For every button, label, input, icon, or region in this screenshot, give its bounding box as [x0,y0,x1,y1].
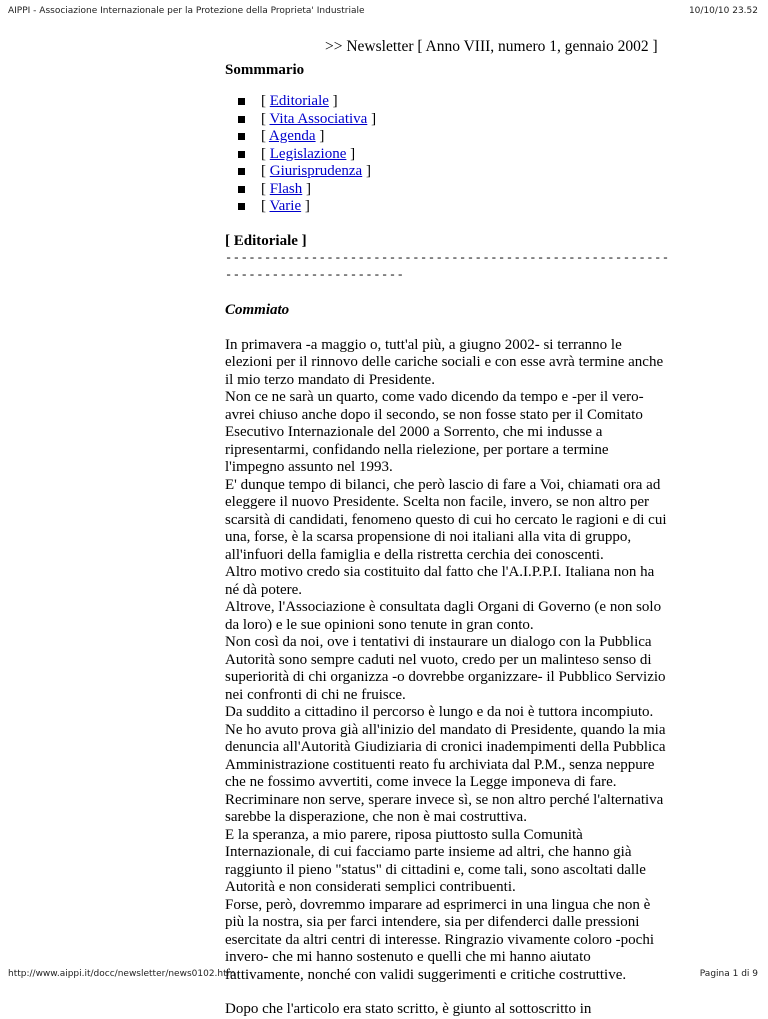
separator-line: -------------------------------------------------------------------------------- [225,251,670,282]
toc-link-varie[interactable]: Varie [269,198,302,214]
square-bullet-icon [238,203,245,210]
article-continuation: Dopo che l'articolo era stato scritto, è giunto al sottoscritto in [225,1001,592,1017]
print-footer-page-number: Pagina 1 di 9 [699,969,758,979]
print-footer-url: http://www.aippi.it/docc/newsletter/news0102.htm [8,969,236,979]
print-header-title: AIPPI - Associazione Internazionale per la Protezione della Proprieta' Industriale [8,6,365,16]
toc-item: [ Varie ] [237,198,670,216]
newsletter-issue-line: >> Newsletter [ Anno VIII, numero 1, gennaio 2002 ] [325,38,658,55]
article-paragraph: Non ce ne sarà un quarto, come vado dicendo da tempo e -per il vero- avrei chiuso anche dopo il secondo, se non fosse stato per il Comitato Esecutivo Internazionale del 2000 a Sorrento, che mi indusse a ripresentarmi, confidando nella rielezione, per portare a termine l'impegno assunto nel 1993. [225,389,644,475]
toc-link-legislazione[interactable]: Legislazione [269,145,347,162]
print-header [0,6,768,20]
section-title: [ Editoriale ] [225,232,307,249]
article-paragraph: In primavera -a maggio o, tutt'al più, a giugno 2002- si terranno le elezioni per il rinnovo delle cariche sociali e con esse avrà termine anche il mio terzo mandato di Presidente. [225,336,664,388]
toc-link-vita-associativa[interactable]: Vita Associativa [269,110,368,127]
article-body [225,337,670,985]
print-header-datetime: 10/10/10 23.52 [688,6,758,16]
square-bullet-icon [238,98,245,105]
toc-item: [ Agenda ] [237,128,670,146]
toc-item: [ Flash ] [237,181,670,199]
summary-heading: Sommmario [225,61,305,78]
article-paragraph: Recriminare non serve, sperare invece sì, se non altro perché l'alternativa sarebbe la disperazione, che non è mai costruttiva. [225,791,664,825]
article-paragraph: E' dunque tempo di bilanci, che però lascio di fare a Voi, chiamati ora ad eleggere il nuovo Presidente. Scelta non facile, invero, se non altro per scarsità di candidati, fenomeno questo di cui ho cercato le ragioni e di cui una, forse, è la scarsa propensione di noi italiani alla vita di gruppo, all'infuori della famiglia e della ristretta cerchia dei conoscenti. [225,476,667,563]
newsletter-content [225,38,670,1019]
square-bullet-icon [238,116,245,123]
print-footer [0,969,768,983]
table-of-contents [225,93,670,216]
square-bullet-icon [238,186,245,193]
toc-link-agenda[interactable]: Agenda [268,128,316,144]
toc-item: [ Giurisprudenza ] [237,163,670,181]
article-paragraph: E la speranza, a mio parere, riposa piuttosto sulla Comunità Internazionale, di cui facciamo parte insieme ad altri, che hanno già raggiunto il pieno "status" di cittadini e, come tali, sono ascoltati dalle Autorità e non considerati semplici contribuenti. [225,826,646,895]
toc-item: [ Legislazione ] [237,146,670,164]
toc-link-giurisprudenza[interactable]: Giurisprudenza [269,163,363,179]
square-bullet-icon [238,151,245,158]
article-paragraph: Altrove, l'Associazione è consultata dagli Organi di Governo (e non solo da loro) e le sue opinioni sono tenute in gran conto. [225,599,662,633]
toc-item: [ Vita Associativa ] [237,111,670,129]
article-title: Commiato [225,302,290,318]
toc-item: [ Editoriale ] [237,93,670,111]
square-bullet-icon [238,168,245,175]
square-bullet-icon [238,133,245,140]
article-paragraph: Non così da noi, ove i tentativi di instaurare un dialogo con la Pubblica Autorità sono sempre caduti nel vuoto, credo per un malinteso senso di superiorità di chi organizza -o dovrebbe organizzare- il Pubblico Servizio nei confronti di chi ne fruisce. [225,634,666,703]
article-paragraph: Altro motivo credo sia costituito dal fatto che l'A.I.P.P.I. Italiana non ha né dà potere. [225,564,655,598]
toc-link-flash[interactable]: Flash [269,180,303,197]
toc-link-editoriale[interactable]: Editoriale [269,93,329,109]
article-paragraph: Forse, però, dovremmo imparare ad esprimerci in una lingua che non è più la nostra, sia per farci intendere, sia per difenderci dalle pressioni esercitate da altri centri di interesse. Ringrazio vivamente coloro -pochi invero- che mi hanno sostenuto e quelli che mi hanno aiutato fattivamente, nonché con validi suggerimenti e critiche costruttive. [225,896,654,983]
article-paragraph: Da suddito a cittadino il percorso è lungo e da noi è tuttora incompiuto. Ne ho avuto prova già all'inizio del mandato di Presidente, quando la mia denuncia all'Autorità Giudiziaria di cronici inadempimenti della Pubblica Amministrazione costituenti reato fu archiviata dal P.M., senza neppure che ne fossimo avvertiti, come invece la Legge imponeva di fare. [225,704,666,790]
